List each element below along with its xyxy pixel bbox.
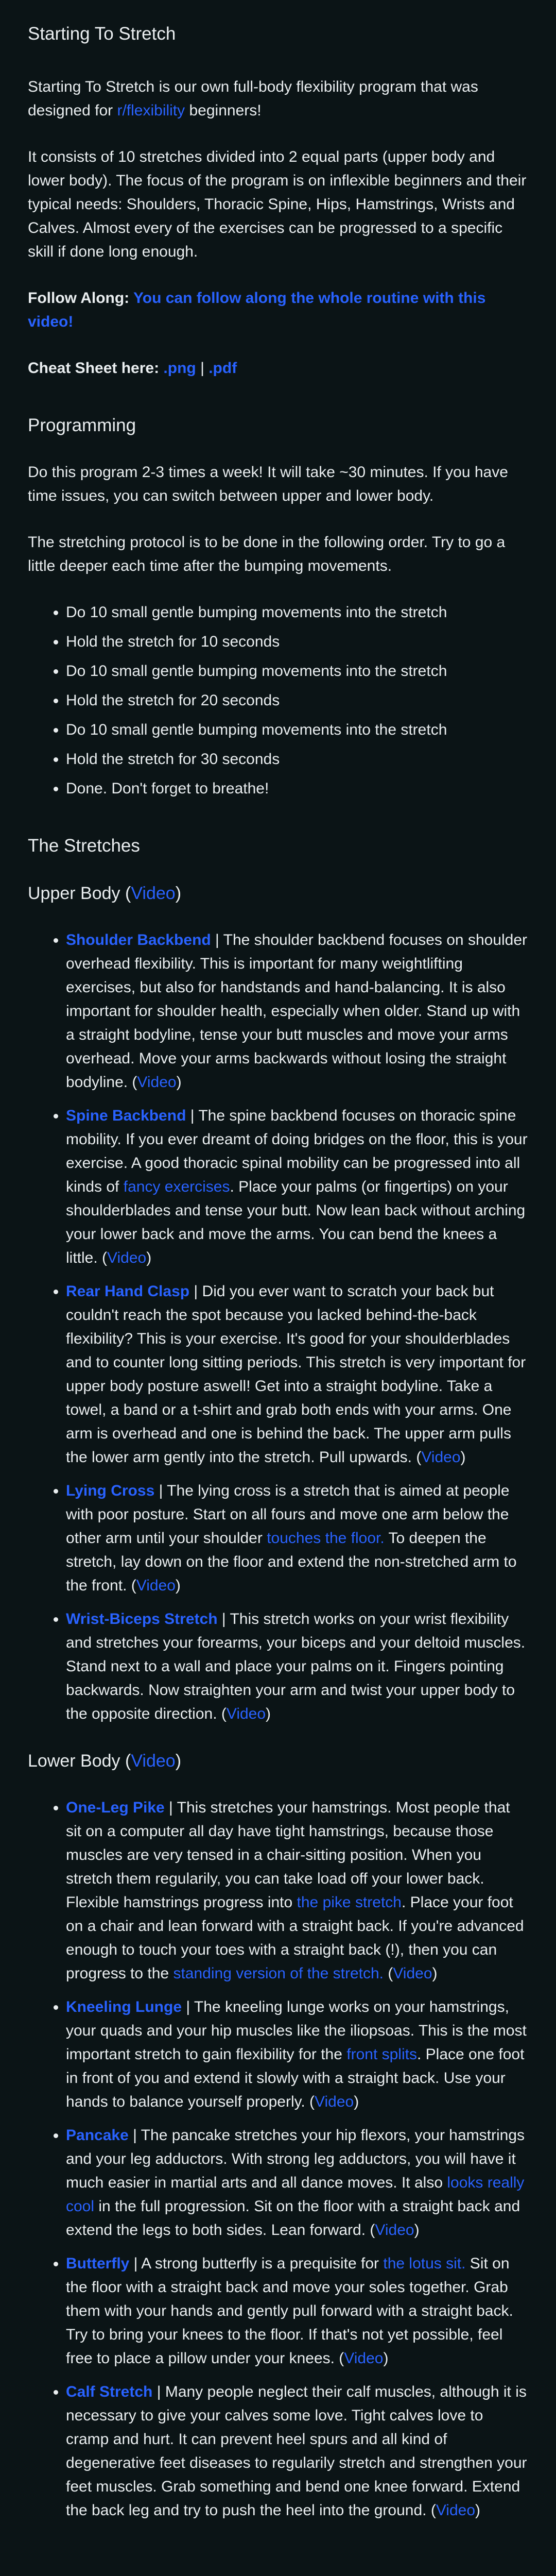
description-text: ): [175, 1577, 181, 1594]
stretch-name-link[interactable]: Spine Backbend: [66, 1107, 186, 1124]
video-link[interactable]: Video: [393, 1965, 432, 1982]
cheat-sheet-pdf-link[interactable]: .pdf: [208, 360, 237, 377]
description-text: ): [432, 1965, 438, 1982]
description-text: in the full progression. Sit on the floor with a straight back and extend the legs to both sides. Lean forward. (: [66, 2198, 520, 2239]
protocol-step: • Hold the stretch for 10 seconds: [66, 630, 528, 654]
description-text: ): [146, 1249, 152, 1266]
overview-paragraph: It consists of 10 stretches divided into 2 equal parts (upper body and lower body). The focus of the program is on inflexible beginners and their typical needs: Shoulders, Thoracic Spine, Hips, Hamstrings, Wrists and Calves. Almost every of the exercises can be progressed to a specific skill if done long enough.: [28, 148, 527, 260]
stretch-name-link[interactable]: One-Leg Pike: [66, 1799, 165, 1816]
lower-body-label-close: ): [175, 1751, 182, 1771]
stretch-name-link[interactable]: Lying Cross: [66, 1482, 155, 1499]
intro-text-pre: Starting To Stretch is our own full-body flexibility program that was designed for: [28, 78, 478, 119]
description-text: | Did you ever want to scratch your back but couldn't reach the spot because you lacked behind-the-back flexibility? This is your exercise. It's good for your shoulderblades and to counter long sitting periods. This stretch is very important for upper body posture aswell! Get into a straight bodyline. Take a towel, a band or a t-shirt and grab both ends with your arms. One arm is overhead and one is behind the back. The upper arm pulls the lower arm gently into the stretch. Pull upwards. (: [66, 1283, 526, 1466]
description-text: | This stretch works on your wrist flexibility and stretches your forearms, your biceps and your deltoid muscles. Stand next to a wall and place your palms on it. Fingers pointing backwards. Now straighten your arm and twist your upper body to the opposite direction. (: [66, 1611, 526, 1722]
programming-heading: Programming: [28, 415, 136, 435]
upper-body-label: Upper Body (: [28, 884, 131, 903]
protocol-step: • Do 10 small gentle bumping movements into the stretch: [66, 659, 528, 683]
stretch-item: [66, 1479, 528, 1598]
intro-text-post: beginners!: [185, 102, 262, 119]
stretches-heading: The Stretches: [28, 836, 140, 856]
stretch-item: [66, 1104, 528, 1270]
description-text: | The spine backbend focuses on thoracic spine mobility. If you ever dreamt of doing bridges on the floor, this is your exercise. A good thoracic spinal mobility can be progressed into all kinds of: [66, 1107, 528, 1195]
programming-frequency-paragraph: Do this program 2-3 times a week! It will take ~30 minutes. If you have time issues, you can switch between upper and lower body.: [28, 464, 508, 504]
standing-version-link[interactable]: standing version of the stretch.: [173, 1965, 384, 1982]
description-text: To deepen the stretch, lay down on the floor and extend the non-stretched arm to the front. (: [66, 1530, 517, 1594]
stretch-name-link[interactable]: Kneeling Lunge: [66, 1998, 182, 2015]
looks-really-cool-link[interactable]: looks really cool: [66, 2174, 525, 2215]
video-link[interactable]: Video: [107, 1249, 147, 1266]
stretch-name-link[interactable]: Rear Hand Clasp: [66, 1283, 190, 1300]
protocol-step: • Do 10 small gentle bumping movements into the stretch: [66, 601, 528, 624]
cheat-sheet-label: Cheat Sheet here:: [28, 360, 164, 377]
stretch-name-link[interactable]: Calf Stretch: [66, 2383, 153, 2400]
protocol-step: • Hold the stretch for 30 seconds: [66, 748, 528, 771]
upper-body-video-link[interactable]: Video: [131, 884, 176, 903]
cheat-sheet-png-link[interactable]: .png: [163, 360, 196, 377]
description-text: ): [414, 2222, 420, 2239]
intro-paragraph: [28, 75, 528, 123]
stretch-name-link[interactable]: Butterfly: [66, 2255, 130, 2272]
lotus-sit-link[interactable]: the lotus sit.: [383, 2255, 466, 2272]
fancy-exercises-link[interactable]: fancy exercises: [123, 1178, 230, 1195]
protocol-list: [28, 601, 528, 801]
upper-body-list: [28, 928, 528, 1726]
video-link[interactable]: Video: [315, 2093, 354, 2110]
stretch-item: [66, 2252, 528, 2370]
description-text: ): [354, 2093, 359, 2110]
description-text: | The pancake stretches your hip flexors, your hamstrings and your leg adductors. With strong leg adductors, you will have it much easier in martial arts and all dance moves. It also: [66, 2127, 525, 2191]
description-text: | Many people neglect their calf muscles, although it is necessary to give your calves some love. Tight calves love to cramp and hurt. It can prevent heel spurs and all kind of degenerative feet diseases to regularily stretch and strengthen your feet muscles. Grab something and bend one knee forward. Extend the back leg and try to push the heel into the ground. (: [66, 2383, 527, 2519]
description-text: | This stretches your hamstrings. Most people that sit on a computer all day have tight hamstrings, because those muscles are very tensed in a chair-sitting position. When you stretch them regularily, you can take load off your lower back. Flexible hamstrings progress into: [66, 1799, 510, 1911]
programming-protocol-paragraph: The stretching protocol is to be done in the following order. Try to go a little deeper each time after the bumping movements.: [28, 534, 506, 574]
description-text: ): [383, 2350, 389, 2367]
description-text: ): [266, 1705, 271, 1722]
stretch-name-link[interactable]: Shoulder Backbend: [66, 931, 211, 948]
description-text: . Place your foot on a chair and lean forward with a straight back. If you're advanced enough to touch your toes with a straight back (!), then you can progress to the: [66, 1894, 524, 1982]
description-text: | A strong butterfly is a prequisite for: [129, 2255, 384, 2272]
video-link[interactable]: Video: [421, 1449, 461, 1466]
front-splits-link[interactable]: front splits: [346, 2046, 417, 2063]
protocol-step: • Do 10 small gentle bumping movements into the stretch: [66, 718, 528, 742]
upper-body-label-close: ): [175, 884, 182, 903]
protocol-step: • Hold the stretch for 20 seconds: [66, 689, 528, 713]
video-link[interactable]: Video: [136, 1577, 176, 1594]
stretch-item: [66, 2124, 528, 2242]
description-text: | The lying cross is a stretch that is aimed at people with poor posture. Start on all fours and move one arm below the other arm until your shoulder: [66, 1482, 510, 1547]
description-text: . Place your palms (or fingertips) on your shoulderblades and tense your butt. Now lean back without arching your lower back and move the arms. You can bend the knees a little. (: [66, 1178, 526, 1266]
description-text: ): [475, 2502, 481, 2519]
cheat-sheet-separator: |: [196, 360, 209, 377]
video-link[interactable]: Video: [137, 1074, 177, 1091]
stretch-name-link[interactable]: Pancake: [66, 2127, 129, 2144]
stretch-item: [66, 2380, 528, 2522]
protocol-step: • Done. Don't forget to breathe!: [66, 777, 528, 801]
description-text: Sit on the floor with a straight back and move your soles together. Grab them with your hands and gently pull forward with a straight back. Try to bring your knees to the floor. If that's not yet possible, feel free to place a pillow under your knees. (: [66, 2255, 513, 2367]
description-text: | The kneeling lunge works on your hamstrings, your quads and your hip muscles like the iliopsoas. This is the most important stretch to gain flexibility for the: [66, 1998, 527, 2063]
description-text: ): [176, 1074, 182, 1091]
video-link[interactable]: Video: [375, 2222, 414, 2239]
follow-along-label: Follow Along:: [28, 290, 133, 307]
stretch-name-link[interactable]: Wrist-Biceps Stretch: [66, 1611, 218, 1628]
lower-body-video-link[interactable]: Video: [131, 1751, 176, 1771]
stretch-item: [66, 1607, 528, 1726]
subreddit-link[interactable]: r/flexibility: [117, 102, 185, 119]
description-text: | The shoulder backbend focuses on shoulder overhead flexibility. This is important for many weightlifting exercises, but also for handstands and hand-balancing. It is also important for shoulder health, especially when older. Stand up with a straight bodyline, tense your butt muscles and move your arms overhead. Move your arms backwards without losing the straight bodyline. (: [66, 931, 528, 1091]
lower-body-heading: [28, 1749, 528, 1773]
follow-along-video-link[interactable]: You can follow along the whole routine with this video!: [28, 290, 486, 330]
touches-the-floor-link[interactable]: touches the floor.: [267, 1530, 385, 1547]
video-link[interactable]: Video: [436, 2502, 476, 2519]
cheat-sheet-paragraph: [28, 357, 528, 380]
lower-body-list: [28, 1796, 528, 2522]
follow-along-paragraph: [28, 286, 528, 334]
page-title: Starting To Stretch: [28, 24, 176, 44]
description-text: . Place one foot in front of you and extend it slowly with a straight back. Use your hands to balance yourself properly. (: [66, 2046, 525, 2110]
upper-body-heading: [28, 881, 528, 906]
stretch-item: [66, 1995, 528, 2114]
video-link[interactable]: Video: [344, 2350, 384, 2367]
stretch-item: [66, 928, 528, 1094]
video-link[interactable]: Video: [226, 1705, 266, 1722]
lower-body-label: Lower Body (: [28, 1751, 131, 1771]
description-text: (: [384, 1965, 393, 1982]
stretch-item: [66, 1796, 528, 1986]
pike-stretch-link[interactable]: the pike stretch: [297, 1894, 402, 1911]
description-text: ): [460, 1449, 466, 1466]
stretch-item: [66, 1280, 528, 1469]
